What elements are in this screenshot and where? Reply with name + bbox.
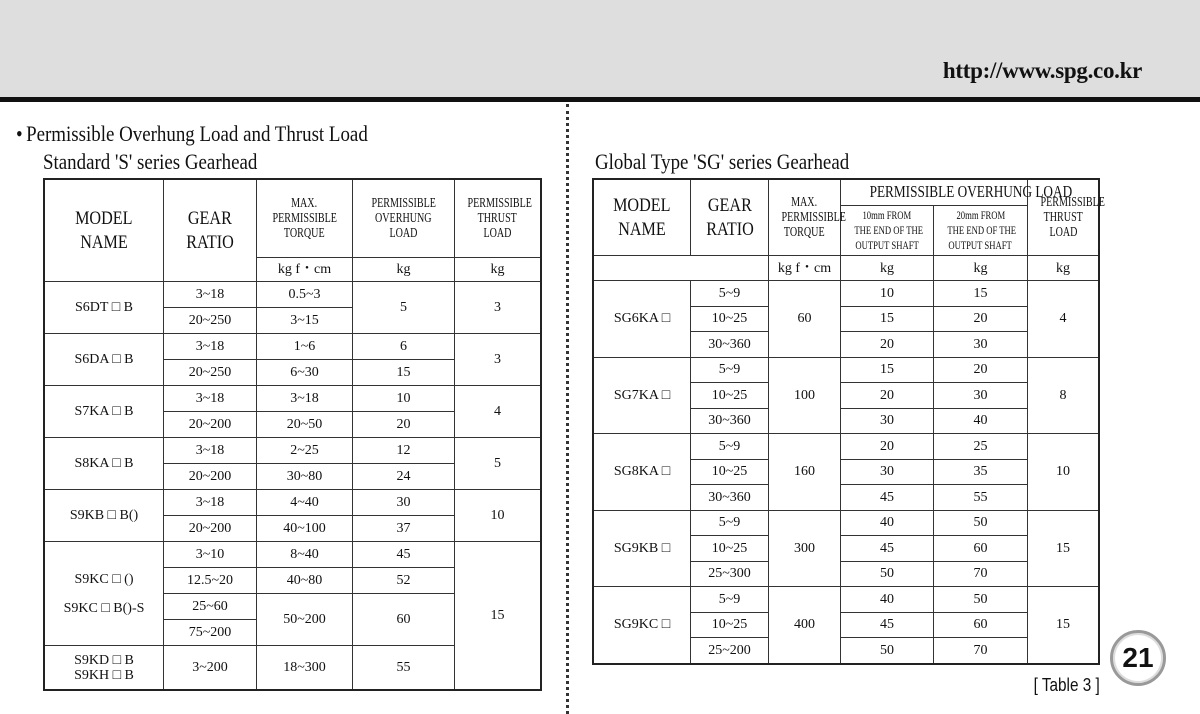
- overhung-load: 12: [353, 438, 455, 464]
- model-name-line: S9KD □ B: [74, 652, 134, 668]
- header-oh-10mm: [841, 206, 934, 256]
- max-torque: 40~80: [257, 568, 353, 594]
- overhung-20mm: 20: [934, 306, 1028, 332]
- max-torque: 160: [769, 434, 841, 511]
- unit-thrust: kg: [455, 258, 541, 282]
- gear-ratio: 5~9: [691, 434, 769, 460]
- header-oh-10mm-line: 10mm FROM: [862, 208, 912, 222]
- unit-overhung: kg: [353, 258, 455, 282]
- overhung-load: 6: [353, 334, 455, 360]
- right-section-title: Global Type 'SG' series Gearhead: [595, 149, 850, 174]
- header-gear-ratio: [164, 180, 257, 282]
- overhung-20mm: 30: [934, 383, 1028, 409]
- max-torque: 400: [769, 587, 841, 664]
- overhung-20mm: 60: [934, 612, 1028, 638]
- overhung-20mm: 60: [934, 536, 1028, 562]
- overhung-load: 45: [353, 542, 455, 568]
- overhung-10mm: 40: [841, 510, 934, 536]
- max-torque: 0.5~3: [257, 282, 353, 308]
- gear-ratio: 20~200: [164, 516, 257, 542]
- header-overhung-title: [841, 180, 1073, 206]
- header-thrust-load-line: THRUST: [1043, 210, 1083, 225]
- header-max-torque-line: MAX.: [791, 195, 818, 210]
- table-row: [594, 357, 1099, 383]
- header-max-torque-line: TORQUE: [284, 226, 325, 241]
- header-overhung-load-line: LOAD: [389, 226, 418, 241]
- header-gear-ratio-line: GEAR: [707, 194, 752, 216]
- overhung-10mm: 20: [841, 383, 934, 409]
- model-name: SG7KA □: [594, 357, 691, 434]
- overhung-10mm: 15: [841, 357, 934, 383]
- overhung-20mm: 70: [934, 638, 1028, 664]
- overhung-load: 60: [353, 594, 455, 646]
- model-name: SG9KC □: [594, 587, 691, 664]
- max-torque: 6~30: [257, 360, 353, 386]
- overhung-load: 55: [353, 646, 455, 690]
- gear-ratio: 10~25: [691, 459, 769, 485]
- header-oh-20mm-line: 20mm FROM: [956, 208, 1005, 222]
- overhung-load: 10: [353, 386, 455, 412]
- overhung-20mm: 40: [934, 408, 1028, 434]
- header-thrust-load: [455, 180, 541, 258]
- overhung-load: 52: [353, 568, 455, 594]
- overhung-load: 15: [353, 360, 455, 386]
- overhung-load: 30: [353, 490, 455, 516]
- overhung-20mm: 20: [934, 357, 1028, 383]
- table-row: [45, 386, 541, 412]
- header-max-torque-line: PERMISSIBLE: [781, 210, 846, 225]
- header-gear-ratio: [691, 180, 769, 256]
- thrust-load: 8: [1028, 357, 1099, 434]
- gear-ratio: 20~250: [164, 308, 257, 334]
- header-overhung-load-line: PERMISSIBLE: [371, 196, 436, 211]
- gear-ratio: 3~18: [164, 282, 257, 308]
- table-caption: [ Table 3 ]: [1033, 675, 1100, 695]
- header-oh-10mm-line: THE END OF THE: [854, 223, 924, 237]
- thrust-load: 5: [455, 438, 541, 490]
- table-row: [45, 334, 541, 360]
- model-name: S9KB □ B(): [45, 490, 164, 542]
- gear-ratio: 3~18: [164, 334, 257, 360]
- model-name: S6DA □ B: [45, 334, 164, 386]
- header-model-name-line: NAME: [80, 231, 128, 253]
- overhung-10mm: 45: [841, 485, 934, 511]
- thrust-load: 15: [1028, 510, 1099, 587]
- overhung-20mm: 15: [934, 281, 1028, 307]
- overhung-10mm: 45: [841, 536, 934, 562]
- max-torque: 4~40: [257, 490, 353, 516]
- header-gear-ratio-line: RATIO: [705, 218, 754, 240]
- max-torque: 8~40: [257, 542, 353, 568]
- gear-ratio: 3~10: [164, 542, 257, 568]
- header-max-torque: [769, 180, 846, 256]
- model-name-line: S9KC □ B()-S: [63, 600, 145, 616]
- max-torque: 30~80: [257, 464, 353, 490]
- overhung-10mm: 15: [841, 306, 934, 332]
- thrust-load: 10: [455, 490, 541, 542]
- gear-ratio: 25~60: [164, 594, 257, 620]
- table-row: [45, 282, 541, 308]
- unit-blank: [594, 256, 769, 281]
- gear-ratio: 5~9: [691, 281, 769, 307]
- header-overhung-load-line: OVERHUNG: [375, 211, 432, 226]
- header-thrust-load-line: LOAD: [1049, 225, 1078, 240]
- max-torque: 50~200: [257, 594, 353, 646]
- left-section-subtitle: Standard 'S' series Gearhead: [43, 149, 258, 174]
- standard-s-series-table: [44, 179, 541, 690]
- overhung-10mm: 40: [841, 587, 934, 613]
- gear-ratio: 10~25: [691, 306, 769, 332]
- unit-oh10: kg: [841, 256, 934, 281]
- gear-ratio: 25~200: [691, 638, 769, 664]
- header-model-name-line: NAME: [618, 218, 666, 240]
- unit-oh20: kg: [934, 256, 1028, 281]
- overhung-10mm: 20: [841, 434, 934, 460]
- max-torque: 3~18: [257, 386, 353, 412]
- gear-ratio: 75~200: [164, 620, 257, 646]
- gear-ratio: 12.5~20: [164, 568, 257, 594]
- max-torque: 60: [769, 281, 841, 358]
- bullet-icon: •: [16, 121, 23, 146]
- gear-ratio: 10~25: [691, 612, 769, 638]
- thrust-load: 3: [455, 334, 541, 386]
- max-torque: 3~15: [257, 308, 353, 334]
- table-row: [594, 281, 1099, 307]
- table-row: [594, 587, 1099, 613]
- thrust-load: 3: [455, 282, 541, 334]
- gear-ratio: 20~250: [164, 360, 257, 386]
- max-torque: 300: [769, 510, 841, 587]
- overhung-20mm: 50: [934, 587, 1028, 613]
- overhung-20mm: 70: [934, 561, 1028, 587]
- header-max-torque-line: TORQUE: [784, 225, 825, 240]
- unit-torque: kg f・cm: [769, 256, 841, 281]
- header-oh-20mm-line: THE END OF THE: [947, 223, 1017, 237]
- overhung-10mm: 50: [841, 638, 934, 664]
- max-torque: 18~300: [257, 646, 353, 690]
- gear-ratio: 10~25: [691, 383, 769, 409]
- header-oh-20mm-line: OUTPUT SHAFT: [948, 238, 1013, 252]
- overhung-20mm: 35: [934, 459, 1028, 485]
- overhung-load: 5: [353, 282, 455, 334]
- model-name-line: S9KC □ (): [74, 571, 134, 587]
- table-row: [45, 542, 541, 568]
- gear-ratio: 30~360: [691, 408, 769, 434]
- header-model-name: [594, 180, 691, 256]
- header-model-name-line: MODEL: [75, 207, 133, 229]
- model-name: S8KA □ B: [45, 438, 164, 490]
- gear-ratio: 5~9: [691, 357, 769, 383]
- model-name: SG9KB □: [594, 510, 691, 587]
- gear-ratio: 25~300: [691, 561, 769, 587]
- header-max-torque: [257, 180, 353, 258]
- gear-ratio: 20~200: [164, 412, 257, 438]
- left-title-text: Permissible Overhung Load and Thrust Load: [26, 121, 368, 146]
- thrust-load: 10: [1028, 434, 1099, 511]
- max-torque: 2~25: [257, 438, 353, 464]
- header-max-torque-line: MAX.: [291, 196, 318, 211]
- gear-ratio: 5~9: [691, 587, 769, 613]
- max-torque: 1~6: [257, 334, 353, 360]
- model-name: [45, 542, 164, 646]
- table-row: [594, 434, 1099, 460]
- overhung-10mm: 30: [841, 408, 934, 434]
- left-section-title: [16, 122, 368, 146]
- overhung-10mm: 20: [841, 332, 934, 358]
- unit-thrust: kg: [1028, 256, 1099, 281]
- gear-ratio: 3~18: [164, 386, 257, 412]
- max-torque: 40~100: [257, 516, 353, 542]
- overhung-10mm: 45: [841, 612, 934, 638]
- thrust-load: 4: [455, 386, 541, 438]
- header-model-name-line: MODEL: [613, 194, 671, 216]
- overhung-load: 20: [353, 412, 455, 438]
- header-oh-10mm-line: OUTPUT SHAFT: [855, 238, 919, 252]
- gear-ratio: 30~360: [691, 332, 769, 358]
- global-sg-series-table: [593, 179, 1105, 664]
- overhung-20mm: 30: [934, 332, 1028, 358]
- thrust-load: 15: [1028, 587, 1099, 664]
- thrust-load: 15: [455, 542, 541, 690]
- table-row: [594, 510, 1099, 536]
- gear-ratio: 20~200: [164, 464, 257, 490]
- header-gear-ratio-line: GEAR: [188, 207, 232, 229]
- model-name: S6DT □ B: [45, 282, 164, 334]
- model-name: SG6KA □: [594, 281, 691, 358]
- header-thrust-load-line: THRUST: [477, 211, 518, 226]
- gear-ratio: 3~200: [164, 646, 257, 690]
- model-name: S7KA □ B: [45, 386, 164, 438]
- header-thrust-load-line: LOAD: [483, 226, 512, 241]
- header-rule: [0, 97, 1200, 102]
- overhung-20mm: 55: [934, 485, 1028, 511]
- gear-ratio: 5~9: [691, 510, 769, 536]
- gear-ratio: 30~360: [691, 485, 769, 511]
- unit-torque: kg f・cm: [257, 258, 353, 282]
- max-torque: 20~50: [257, 412, 353, 438]
- header-thrust-load-line: PERMISSIBLE: [467, 196, 532, 211]
- header-max-torque-line: PERMISSIBLE: [272, 211, 337, 226]
- header-overhung-title-text: PERMISSIBLE OVERHUNG LOAD: [869, 182, 1073, 201]
- model-name: SG8KA □: [594, 434, 691, 511]
- gear-ratio: 3~18: [164, 490, 257, 516]
- gear-ratio: 3~18: [164, 438, 257, 464]
- max-torque: 100: [769, 357, 841, 434]
- thrust-load: 4: [1028, 281, 1099, 358]
- overhung-20mm: 50: [934, 510, 1028, 536]
- overhung-10mm: 10: [841, 281, 934, 307]
- overhung-10mm: 30: [841, 459, 934, 485]
- table-row: [45, 490, 541, 516]
- model-name: [45, 646, 164, 690]
- table-row: [45, 438, 541, 464]
- gear-ratio: 10~25: [691, 536, 769, 562]
- header-model-name: [45, 180, 164, 282]
- model-name-line: S9KH □ B: [74, 667, 134, 683]
- overhung-load: 37: [353, 516, 455, 542]
- header-gear-ratio-line: RATIO: [186, 231, 234, 253]
- header-overhung-load: [353, 180, 455, 258]
- overhung-20mm: 25: [934, 434, 1028, 460]
- overhung-load: 24: [353, 464, 455, 490]
- column-divider: [566, 104, 569, 714]
- overhung-10mm: 50: [841, 561, 934, 587]
- website-url[interactable]: http://www.spg.co.kr: [942, 58, 1142, 83]
- header-thrust-load-line: PERMISSIBLE: [1040, 195, 1105, 210]
- page-number-badge: 21: [1110, 630, 1166, 686]
- header-oh-20mm: [934, 206, 1028, 256]
